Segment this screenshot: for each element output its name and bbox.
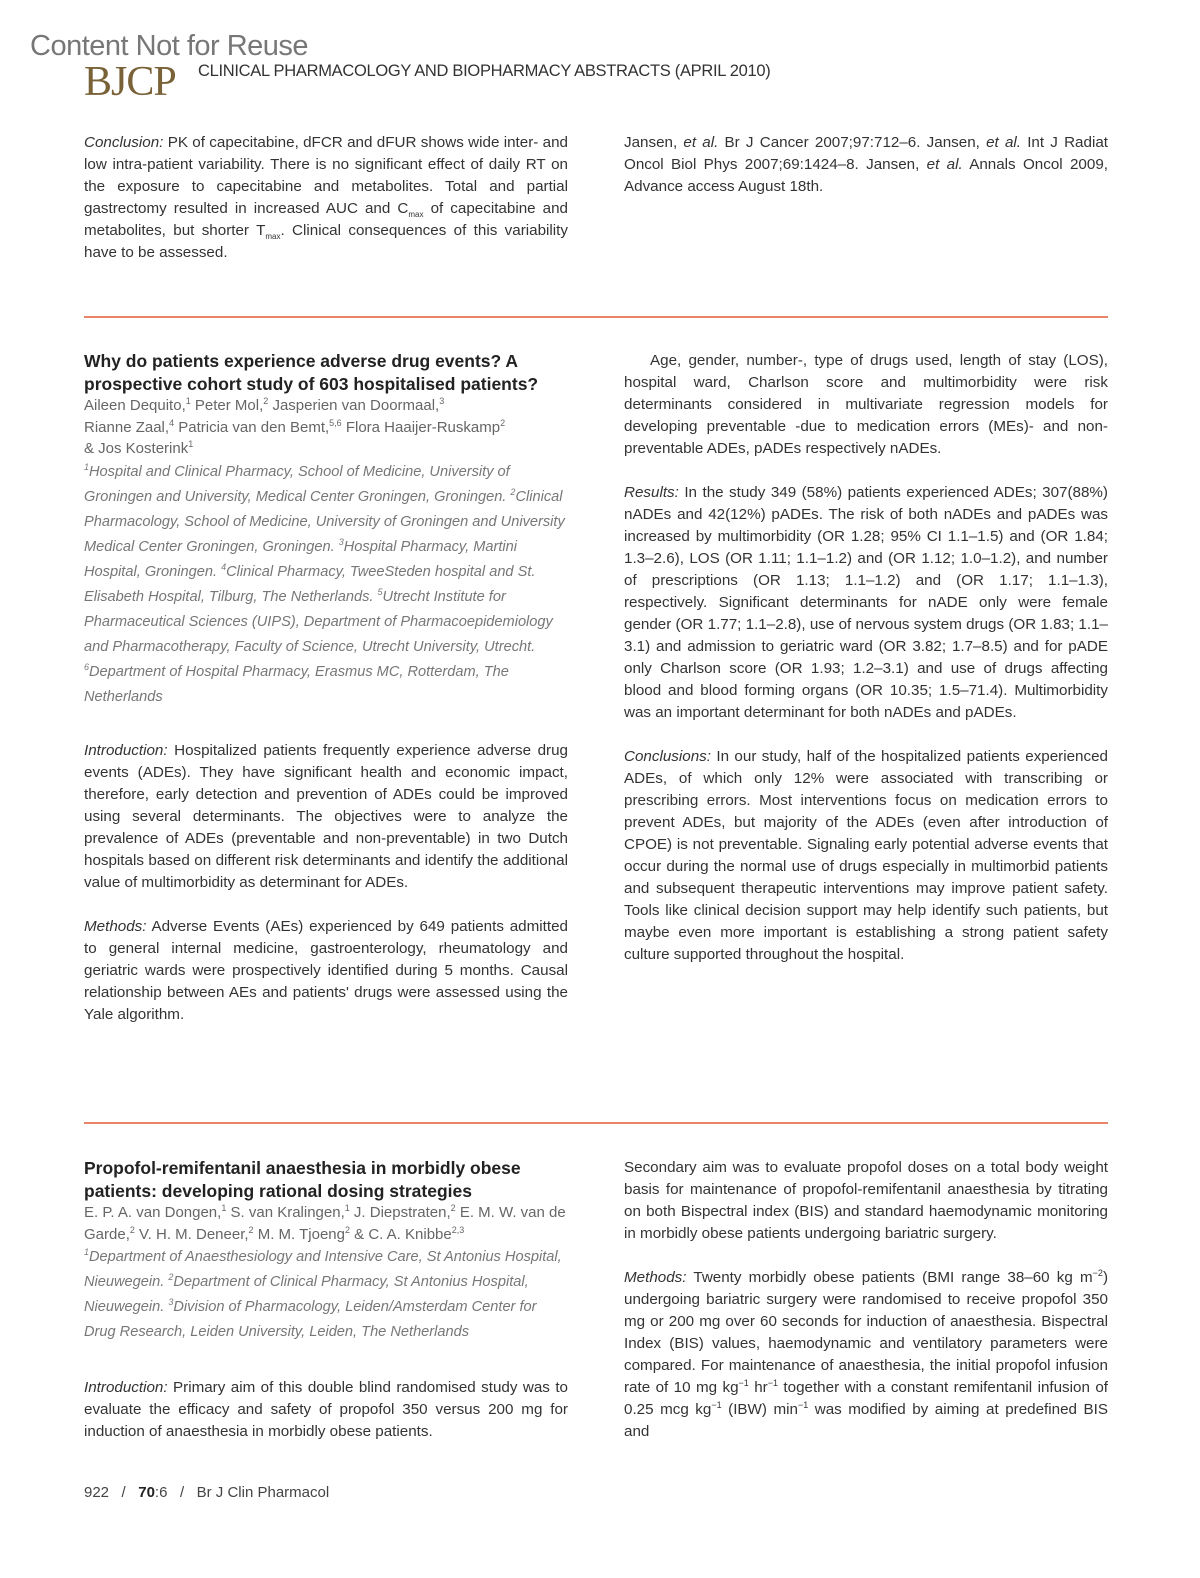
conclusion-label: Conclusion: [84,134,164,151]
conclusions-paragraph: Conclusions: In our study, half of the hospitalized patients experienced ADEs, of which only 12% were associated with transcribing or prescribing errors. Most interventions focus on medication errors to prevent ADEs, but majority of the ADEs (even after introduction of CPOE) is not preventable. Signaling early potential adverse events that occur during the normal use of drugs especially in multimorbid patients and subsequent therapeutic interventions may improve patient safety. Tools like clinical decision support may help identify such patients, but maybe even more important is establishing a strong patient safety culture supported throughout the hospital. [624,748,1108,963]
reference: Jansen, et al. Annals Oncol 2009, Advance access August 18th. [624,156,1108,195]
secondary-aim-paragraph: Secondary aim was to evaluate propofol doses on a total body weight basis for maintenance of propofol-remifentanil anaesthesia by titrating on both Bispectral index (BIS) and standard haemodynamic monitoring in morbidly obese patients undergoing bariatric surgery. [624,1159,1108,1242]
issue: :6 [154,1484,168,1501]
abstract-title: Why do patients experience adverse drug events? A prospective cohort study of 603 hospitalised patients? [84,351,539,394]
reference: Jansen, et al. Br J Cancer 2007;97:712–6. [624,134,927,151]
volume: 70 [138,1484,155,1501]
reference: Jansen, et al. Int J Radiat Oncol Biol Phys 2007;69:1424–8. [624,134,1108,173]
methods-continued: Age, gender, number-, type of drugs used, length of stay (LOS), hospital ward, Charlson score and multimorbidity were risk determinants considered in multivariate regression models for developing preventable -due to medication errors (MEs)- and non-preventable ADEs, pADEs respectively nADEs. [624,352,1108,457]
page-footer [84,1484,329,1501]
section-divider [84,316,1108,318]
conclusion-text: of capecitabine and metabolites, but shorter T [84,200,568,239]
introduction-paragraph: Introduction: Primary aim of this double blind randomised study was to evaluate the efficacy and safety of propofol 350 versus 200 mg for induction of anaesthesia in morbidly obese patients. [84,1379,568,1440]
subscript: max [265,232,281,242]
journal-logo: BJCP [84,59,176,105]
journal-name: Br J Clin Pharmacol [196,1484,330,1501]
separator: / [121,1484,126,1501]
separator: / [179,1484,185,1501]
author-list: E. P. A. van Dongen,$^1$ S. van Kralingen,$^1$ J. Diepstraten,$^2$ E. M. W. van de Garde,$^2$ V. H. M. Deneer,$^2$ M. M. Tjoeng$^2$ & C. A. Knibbe$^{2,3}$ [84,1203,566,1243]
methods-paragraph: Methods: Adverse Events (AEs) experienced by 649 patients admitted to general internal medicine, gastroenterology, rheumatology and geriatric wards were prospectively identified during 5 months. Causal relationship between AEs and patients' drugs were assessed using the Yale algorithm. [84,917,568,1023]
introduction-paragraph: Introduction: Hospitalized patients frequently experience adverse drug events (ADEs). They have significant health and economic impact, therefore, early detection and prevention of ADEs could be improved using several determinants. The objectives were to analyze the prevalence of ADEs (preventable and non-preventable) in two Dutch hospitals based on different risk determinants and identify the additional value of multimorbidity as determinant for ADEs. [84,741,568,891]
abstract-2-left [84,1157,568,1443]
methods-paragraph: Methods: Twenty morbidly obese patients (BMI range 38–60 kg $m^{-2}$) undergoing bariatric surgery were randomised to receive propofol 350 mg or 200 mg over 60 seconds for induction of anaesthesia. Bispectral Index (BIS) values, haemodynamic and ventilatory parameters were compared. For maintenance of anaesthesia, the initial propofol infusion rate of 10 mg $kg^{-1}$ $hr^{-1}$ together with a constant remifentanil infusion of 0.25 mcg $kg^{-1}$ (IBW) $\min^{-1}$ was modified by aiming at predefined BIS and [624,1267,1108,1440]
author-list: Aileen Dequito,$^1$ Peter Mol,$^2$ Jasperien van Doormaal,$^3$ Rianne Zaal,$^4$ Patricia van den Bemt,$^{5,6}$ Flora Haaijer-Ruskamp$^2$ & Jos Kosterink$^1$ [84,396,506,457]
prev-abstract-conclusion [84,132,568,264]
abstract-2-right [624,1157,1108,1443]
abstract-1-left [84,350,568,1026]
page-number: 922 [84,1484,110,1501]
abstract-title: Propofol-remifentanil anaesthesia in morbidly obese patients: developing rational dosing strategies [84,1158,521,1201]
prev-abstract-references [624,132,1108,198]
watermark: Content Not for Reuse [30,30,309,62]
results-paragraph: Results: In the study 349 (58%) patients experienced ADEs; 307(88%) nADEs and 42(12%) pADEs. The risk of both nADEs and pADEs was increased by multimorbidity (OR 1.28; 95% CI 1.1–1.5) and (OR 1.84; 1.3–2.6), LOS (OR 1.11; 1.1–1.2) and (OR 1.12; 1.0–1.2), and number of prescriptions (OR 1.13; 1.1–1.2) and (OR 1.17; 1.1–1.3), respectively. Significant determinants for nADE only were female gender (OR 1.77; 1.1–2.8), use of nervous system drugs (OR 1.83; 1.1–3.1) and admission to geriatric ward (OR 3.82; 1.7–8.5) and for pADE only Charlson score (OR 1.93; 1.2–3.1) and use of drugs affecting blood and blood forming organs (OR 10.35; 1.5–71.4). Multimorbidity was an important determinant for both nADEs and pADEs. [624,484,1108,721]
conclusion-text: PK of capecitabine, dFCR and dFUR shows wide inter- and low intra-patient variability. There is no significant effect of daily RT on the exposure to capecitabine and metabolites. Total and partial gastrectomy resulted in increased AUC and C [84,134,568,217]
subscript: max [408,210,424,220]
running-header: CLINICAL PHARMACOLOGY AND BIOPHARMACY ABSTRACTS (APRIL 2010) [198,62,771,80]
affiliations: $^1$Hospital and Clinical Pharmacy, School of Medicine, University of Groningen and University, Medical Center Groningen, Groningen. $^2$Clinical Pharmacology, School of Medicine, University of Groningen and University Medical Center Groningen, Groningen. $^3$Hospital Pharmacy, Martini Hospital, Groningen. $^4$Clinical Pharmacy, TweeSteden hospital and St. Elisabeth Hospital, Tilburg, The Netherlands. $^5$Utrecht Institute for Pharmaceutical Sciences (UIPS), Department of Pharmacoepidemiology and Pharmacotherapy, Faculty of Science, Utrecht University, Utrecht. $^6$Department of Hospital Pharmacy, Erasmus MC, Rotterdam, The Netherlands [84,461,565,705]
affiliations: $^1$Department of Anaesthesiology and Intensive Care, St Antonius Hospital, Nieuwegein. $^2$Department of Clinical Pharmacy, St Antonius Hospital, Nieuwegein. $^3$Division of Pharmacology, Leiden/Amsterdam Center for Drug Research, Leiden University, Leiden, The Netherlands [84,1247,562,1340]
section-divider [84,1122,1108,1124]
abstract-1-right [624,350,1108,966]
conclusion-text: . Clinical consequences of this variability have to be assessed. [84,222,568,261]
